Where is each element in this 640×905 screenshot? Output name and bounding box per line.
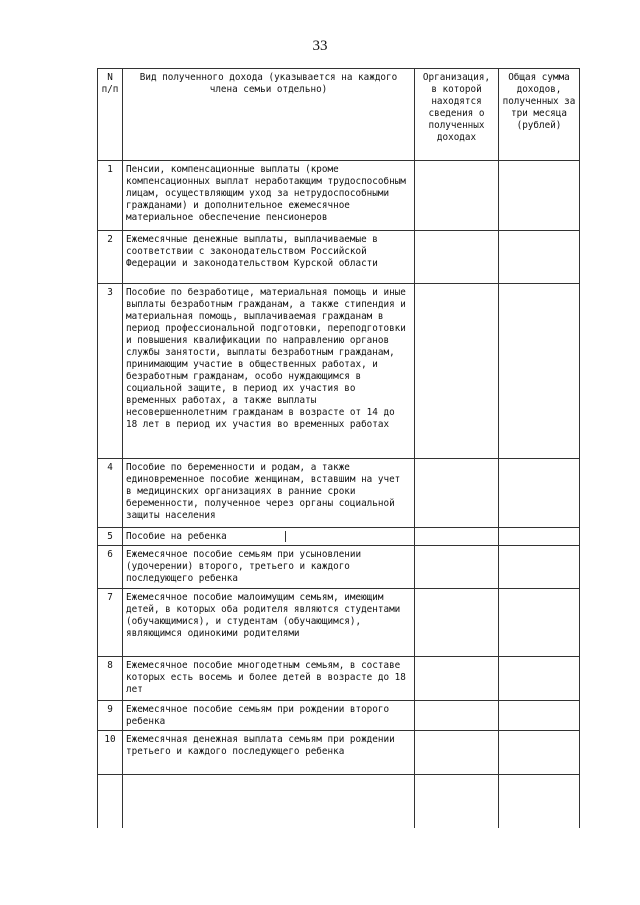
row-organization-cell[interactable] xyxy=(415,657,499,701)
row-sum-cell[interactable] xyxy=(499,775,580,829)
table-row xyxy=(98,459,580,528)
row-number: 1 xyxy=(98,161,123,231)
row-sum-cell[interactable] xyxy=(499,231,580,284)
header-organization: Организация, в которой находятся сведения о полученных доходах xyxy=(415,69,499,161)
table-row xyxy=(98,701,580,731)
row-number: 4 xyxy=(98,459,123,528)
header-number: N п/п xyxy=(98,69,123,161)
row-sum-cell[interactable] xyxy=(499,546,580,589)
row-sum-cell[interactable] xyxy=(499,459,580,528)
table-row xyxy=(98,161,580,231)
row-income-kind: Ежемесячная денежная выплата семьям при рождении третьего и каждого последующего ребенка xyxy=(123,731,415,775)
row-organization-cell[interactable] xyxy=(415,231,499,284)
row-number: 8 xyxy=(98,657,123,701)
header-total-sum: Общая сумма доходов, полученных за три месяца (рублей) xyxy=(499,69,580,161)
row-organization-cell[interactable] xyxy=(415,546,499,589)
row-sum-cell[interactable] xyxy=(499,284,580,459)
row-income-kind: Ежемесячное пособие семьям при усыновлении (удочерении) второго, третьего и каждого последующего ребенка xyxy=(123,546,415,589)
income-table xyxy=(97,68,580,828)
row-sum-cell[interactable] xyxy=(499,731,580,775)
row-organization-cell[interactable] xyxy=(415,161,499,231)
row-sum-cell[interactable] xyxy=(499,528,580,546)
row-sum-cell[interactable] xyxy=(499,161,580,231)
row-number: 3 xyxy=(98,284,123,459)
row-number: 10 xyxy=(98,731,123,775)
row-organization-cell[interactable] xyxy=(415,528,499,546)
row-number: 9 xyxy=(98,701,123,731)
row-income-kind-wrap xyxy=(123,528,415,546)
row-income-kind xyxy=(123,775,415,829)
row-organization-cell[interactable] xyxy=(415,589,499,657)
row-income-kind: Пособие по безработице, материальная помощь и иные выплаты безработным гражданам, а также стипендия и материальная помощь, выплачиваемая гражданам в период профессиональной подготовки, переподготовки и повышения квалификации по направлению органов службы занятости, выплаты безработным гражданам, принимающим участие в общественных работах, и безработным гражданам, особо нуждающимся в социальной защите, в период их участия во временных работах, а также выплаты несовершеннолетним гражданам в возрасте от 14 до 18 лет в период их участия во временных работах xyxy=(123,284,415,459)
row-sum-cell[interactable] xyxy=(499,589,580,657)
row-organization-cell[interactable] xyxy=(415,284,499,459)
table-row xyxy=(98,231,580,284)
table-row xyxy=(98,657,580,701)
row-number: 5 xyxy=(98,528,123,546)
row-number xyxy=(98,775,123,829)
table-row xyxy=(98,528,580,546)
page-number: 33 xyxy=(312,38,328,54)
row-income-kind: Пособие по беременности и родам, а также единовременное пособие женщинам, вставшим на учет в медицинских организациях в ранние сроки беременности, полученное через органы социальной защиты населения xyxy=(123,459,415,528)
row-number: 6 xyxy=(98,546,123,589)
row-organization-cell[interactable] xyxy=(415,731,499,775)
row-number: 2 xyxy=(98,231,123,284)
row-income-kind: Ежемесячное пособие семьям при рождении второго ребенка xyxy=(123,701,415,731)
table-row xyxy=(98,546,580,589)
row-number: 7 xyxy=(98,589,123,657)
row-income-kind: Ежемесячное пособие многодетным семьям, в составе которых есть восемь и более детей в возрасте до 18 лет xyxy=(123,657,415,701)
row-organization-cell[interactable] xyxy=(415,701,499,731)
row-sum-cell[interactable] xyxy=(499,657,580,701)
row-organization-cell[interactable] xyxy=(415,775,499,829)
scan-mark xyxy=(285,531,286,542)
table-row xyxy=(98,284,580,459)
table-row xyxy=(98,775,580,829)
row-organization-cell[interactable] xyxy=(415,459,499,528)
row-income-kind: Ежемесячные денежные выплаты, выплачиваемые в соответствии с законодательством Российской Федерации и законодательством Курской области xyxy=(123,231,415,284)
table-row xyxy=(98,589,580,657)
row-income-kind: Пособие на ребенка xyxy=(126,531,227,542)
row-sum-cell[interactable] xyxy=(499,701,580,731)
row-income-kind: Ежемесячное пособие малоимущим семьям, имеющим детей, в которых оба родителя являются студентами (обучающимися), и студентам (обучающимся), являющимся одинокими родителями xyxy=(123,589,415,657)
table-row xyxy=(98,731,580,775)
header-income-kind: Вид полученного дохода (указывается на каждого члена семьи отдельно) xyxy=(123,69,415,161)
table-header-row xyxy=(98,69,580,161)
row-income-kind: Пенсии, компенсационные выплаты (кроме компенсационных выплат неработающим трудоспособным лицам, осуществляющим уход за нетрудоспособными гражданами) и дополнительное ежемесячное материальное обеспечение пенсионеров xyxy=(123,161,415,231)
